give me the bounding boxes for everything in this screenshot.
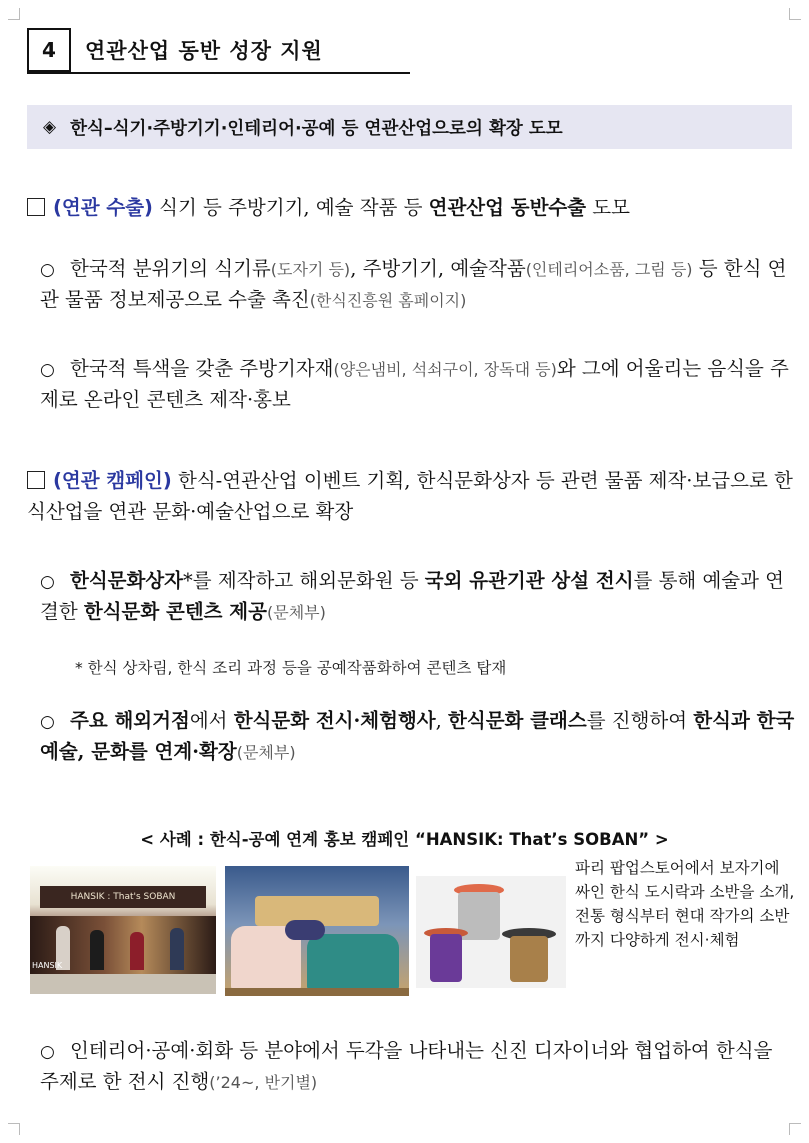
bullet-icon: ○ [40, 712, 55, 732]
example-caption: 파리 팝업스토어에서 보자기에 싸인 한식 도시락과 소반을 소개, 전통 형식부터 현대 작가의 소반까지 다양하게 전시·체험 [575, 859, 795, 950]
block2-tag: (연관 캠페인) [53, 469, 172, 492]
block2-bullet2 [40, 706, 795, 768]
bullet-icon: ○ [40, 572, 55, 592]
bullet-paren: (도자기 등) [270, 260, 351, 279]
store-sign: HANSIK : That's SOBAN [40, 886, 206, 908]
bullet-text-bold: 한식과 한국 예술, 문화를 연계·확장 [40, 709, 795, 763]
block1-tag: (연관 수출) [53, 196, 153, 219]
bullet-text: 한국적 분위기의 식기류 [70, 257, 271, 280]
corner-mark [8, 8, 20, 20]
bullet-text: 한국적 특색을 갖춘 주방기자재 [70, 357, 334, 380]
store-side-sign: HANSIK [32, 961, 63, 970]
bullet-text-bold: 한식문화상자 [70, 569, 184, 592]
bullet-text-bold: 국외 유관기관 상설 전시 [424, 569, 634, 592]
section-number: 4 [27, 28, 71, 72]
summary-box [27, 105, 792, 149]
corner-mark [789, 8, 801, 20]
block1-text-bold: 연관산업 동반수출 [428, 196, 587, 219]
block1-text: 식기 등 주방기기, 예술 작품 등 [152, 196, 429, 219]
bullet-text: 와 그에 어울리는 음식을 주제로 온라인 콘텐츠 제작·홍보 [40, 357, 789, 411]
bullet-paren: (문체부) [236, 742, 296, 762]
bullet-text-bold: 한식문화 전시·체험행사 [233, 709, 436, 732]
bullet-text-bold: 주요 해외거점 [70, 709, 190, 732]
bullet-text: 등 한식 연관 물품 정보제공으로 수출 촉진 [40, 257, 787, 311]
bullet-text: *를 제작하고 해외문화원 등 [183, 569, 425, 592]
bullet-paren: (’24~, 반기별) [209, 1072, 318, 1092]
block2-bullet1 [40, 566, 795, 628]
corner-mark [789, 1123, 801, 1135]
bullet-text: , [435, 709, 449, 732]
block1-text-end: 도모 [586, 196, 630, 219]
bullet-icon: ○ [40, 360, 55, 380]
bullet-text-bold: 한식문화 콘텐츠 제공 [83, 599, 267, 623]
bullet-paren: (인테리어소품, 그림 등) [525, 260, 693, 279]
popup-store-photo [30, 866, 216, 994]
bullet-text: 를 진행하여 [586, 709, 694, 732]
checkbox-icon [27, 471, 45, 489]
bullet-paren: (한식진흥원 홈페이지) [309, 290, 467, 310]
section-header [27, 28, 410, 74]
section-title: 연관산업 동반 성장 지원 [85, 39, 323, 63]
block2-heading [27, 466, 795, 528]
example-title: < 사례 : 한식-공예 연계 홍보 캠페인 “HANSIK: That’s SOBAN” > [140, 830, 669, 849]
summary-text: 한식–식기·주방기기·인테리어·공예 등 연관산업으로의 확장 도모 [70, 118, 563, 139]
diamond-icon: ◈ [43, 117, 57, 137]
bullet-text: 에서 [189, 709, 234, 732]
bullet-text: 인테리어·공예·회화 등 분야에서 두각을 나타내는 신진 디자이너와 협업하여 한식을 주제로 한 전시 진행 [40, 1039, 773, 1093]
footnote: * 한식 상차림, 한식 조리 과정 등을 공예작품화하여 콘텐츠 탑재 [75, 659, 507, 677]
bullet-paren: (양은냄비, 석쇠구이, 장독대 등) [333, 360, 557, 379]
bullet-paren: (문체부) [267, 602, 326, 622]
block2-text: 한식-연관산업 이벤트 기획, 한식문화상자 등 관련 물품 제작·보급으로 한식산업을 연관 문화·예술산업으로 확장 [27, 469, 793, 523]
bullet-text: , 주방기기, 예술작품 [350, 257, 526, 280]
last-bullet [40, 1036, 795, 1098]
corner-mark [8, 1123, 20, 1135]
bullet-text-bold: 한식문화 클래스 [448, 709, 587, 732]
checkbox-icon [27, 198, 45, 216]
soban-tables-photo [416, 876, 566, 988]
bojagi-lunchbox-photo [225, 866, 409, 996]
block1-bullet1 [40, 254, 795, 316]
bullet-text: 를 통해 예술과 연결한 [40, 569, 785, 623]
block1-bullet2 [40, 354, 795, 416]
block1-heading [27, 193, 797, 224]
bullet-icon: ○ [40, 260, 55, 280]
bullet-icon: ○ [40, 1042, 55, 1062]
